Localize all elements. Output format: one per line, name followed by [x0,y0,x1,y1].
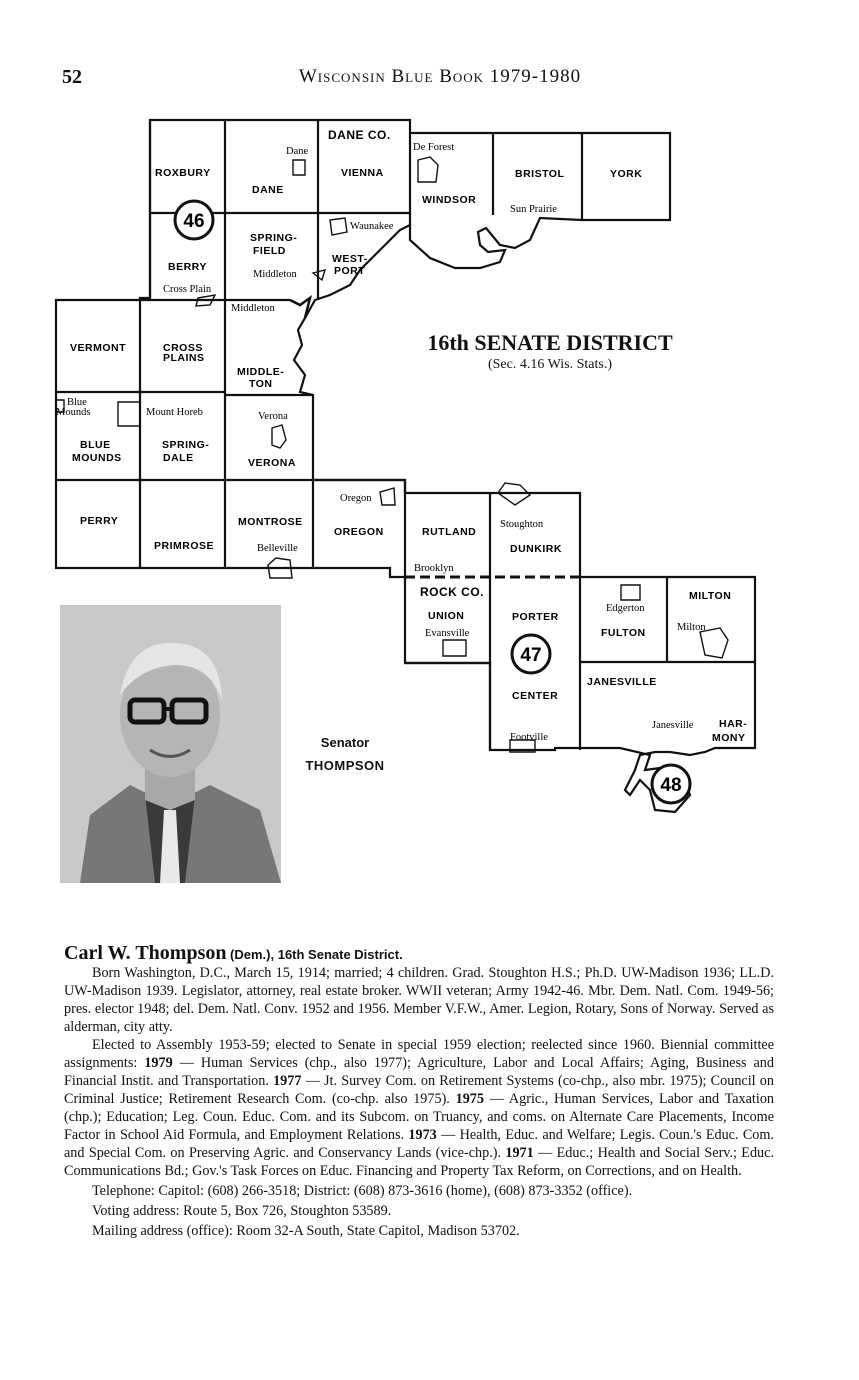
biography [64,944,774,1240]
portrait-caption-name: THOMPSON [305,758,385,773]
county-label-rock: ROCK CO. [420,585,484,599]
bio-year-1975: 1975 [455,1091,484,1107]
twp-cross-plains-2: PLAINS [163,352,205,364]
twp-blue-mounds-1: BLUE [80,439,111,451]
madison-boundary [290,298,310,318]
city-middleton: Middleton [231,303,275,314]
bio-p2-b: — Human Services (chp., also 1977); Agriculture, Labor and Local Affairs; Aging, Business and Financial Instit. and Transportation. [64,1055,774,1089]
district-title: 16th SENATE DISTRICT [427,330,673,355]
city-milton: Milton [677,622,706,633]
bio-heading [64,944,774,964]
twp-york: YORK [610,168,643,180]
twp-middleton-1: MIDDLE- [237,366,285,378]
twp-dane: DANE [252,184,284,196]
twp-vienna: VIENNA [341,167,384,179]
bio-p2-f: — Educ.; Health and Social Serv.; Educ. Communications Bd.; Gov.'s Task Forces on Educ. Financing and Property Tax Reform, on Corrections, and on Health. [64,1145,774,1179]
bio-p2-d: — Agric., Human Services, Labor and Taxation (chp.); Education; Leg. Coun. Educ. Com. and its Subcom. on Truancy, and coms. on Alternate Care Placements, Income Factor in School Aid Formula, and Employment Relations. [64,1091,775,1143]
twp-roxbury: ROXBURY [155,167,211,179]
page-number: 52 [62,66,82,88]
city-stoughton: Stoughton [500,519,544,530]
city-blue-mounds-2: Mounds [56,407,91,418]
running-head: Wisconsin Blue Book 1979-1980 [298,66,582,87]
bio-paragraph-personal: Born Washington, D.C., March 15, 1914; married; 4 children. Grad. Stoughton H.S.; Ph.D. UW-Madison 1936; LL.D. UW-Madison 1939. Legislator, attorney, real estate broker. WWII veteran; Army 1942-46. Mbr. Dem. Natl. Com. 1949-56; pres. elector 1948; del. Dem. Natl. Conv. 1952 and 1956. Member V.F.W., Amer. Legion, Rotary, Sons of Norway. Served as alderman, city atty. [64,965,774,1035]
senator-district: , 16th Senate District. [270,947,403,962]
twp-windsor: WINDSOR [422,194,477,206]
district-subtitle: (Sec. 4.16 Wis. Stats.) [487,357,612,372]
twp-springfield-1: SPRING- [250,232,298,244]
city-middleton-east: Middleton [253,269,297,280]
bio-p2-c: — Jt. Survey Com. on Retirement Systems (co-chp., also mbr. 1975); Council on Criminal Justice; Retirement Research Com. (co-chp. also 1975). [64,1073,774,1107]
senator-name: Carl W. Thompson [64,942,227,964]
bio-paragraph-legislative [64,1036,774,1180]
city-mount-horeb: Mount Horeb [146,407,203,418]
assembly-district-48: 48 [660,775,682,796]
twp-westport-2: PORT [334,265,366,277]
assembly-district-46: 46 [183,211,205,232]
twp-berry: BERRY [168,261,207,273]
city-blue-mounds-1: Blue [67,397,87,408]
bio-telephone: Telephone: Capitol: (608) 266-3518; District: (608) 873-3616 (home), (608) 873-3352 (office). [92,1183,633,1199]
twp-center: CENTER [512,690,559,702]
senator-portrait [60,605,281,883]
bio-p2-a: Elected to Assembly 1953-59; elected to Senate in special 1959 election; reelected since 1960. Biennial committee assignments: [64,1037,774,1071]
twp-porter: PORTER [512,611,559,623]
bio-year-1973: 1973 [408,1127,437,1143]
city-sun-prairie: Sun Prairie [510,204,557,215]
city-verona: Verona [258,411,288,422]
bio-year-1977: 1977 [273,1073,302,1089]
city-oregon: Oregon [340,493,372,504]
portrait-illustration [60,605,281,883]
city-footville: Footville [510,732,548,743]
twp-harmony-1: HAR- [719,718,748,730]
twp-bristol: BRISTOL [515,168,565,180]
city-brooklyn: Brooklyn [414,563,454,574]
twp-janesville: JANESVILLE [587,676,657,688]
county-label-dane: DANE CO. [328,128,391,142]
bio-p2-e: — Health, Educ. and Welfare; Legis. Coun.'s Educ. Com. and Special Com. on Preserving Agric. and Conservancy Lands (vice-chp.). [64,1127,774,1161]
bio-voting-address: Voting address: Route 5, Box 726, Stoughton 53589. [92,1203,392,1219]
city-waunakee: Waunakee [350,221,394,232]
twp-perry: PERRY [80,515,119,527]
twp-vermont: VERMONT [70,342,126,354]
senator-party: (Dem.) [230,947,271,962]
twp-westport-1: WEST- [332,253,368,265]
twp-cross-plains-1: CROSS [163,342,203,354]
twp-milton: MILTON [689,590,732,602]
twp-primrose: PRIMROSE [154,540,215,552]
city-cross-plains: Cross Plain [163,284,212,295]
twp-dunkirk: DUNKIRK [510,543,562,555]
twp-rutland: RUTLAND [422,526,477,538]
twp-oregon: OREGON [334,526,384,538]
city-evansville: Evansville [425,628,470,639]
twp-springfield-2: FIELD [253,245,286,257]
city-belleville: Belleville [257,543,298,554]
bio-mailing-address: Mailing address (office): Room 32-A South, State Capitol, Madison 53702. [92,1223,520,1239]
bio-year-1971: 1971 [505,1145,534,1161]
twp-harmony-2: MONY [712,732,746,744]
city-janesville: Janesville [652,720,694,731]
city-dane: Dane [286,146,309,157]
city-de-forest: De Forest [413,142,455,153]
bio-year-1979: 1979 [144,1055,173,1071]
portrait-caption-title: Senator [320,735,370,750]
assembly-district-47: 47 [520,645,542,666]
twp-fulton: FULTON [601,627,646,639]
twp-verona: VERONA [248,457,296,469]
twp-union: UNION [428,610,465,622]
twp-blue-mounds-2: MOUNDS [72,452,122,464]
twp-springdale-2: DALE [163,452,194,464]
twp-montrose: MONTROSE [238,516,303,528]
twp-springdale-1: SPRING- [162,439,210,451]
twp-middleton-2: TON [249,378,273,390]
city-edgerton: Edgerton [606,603,645,614]
